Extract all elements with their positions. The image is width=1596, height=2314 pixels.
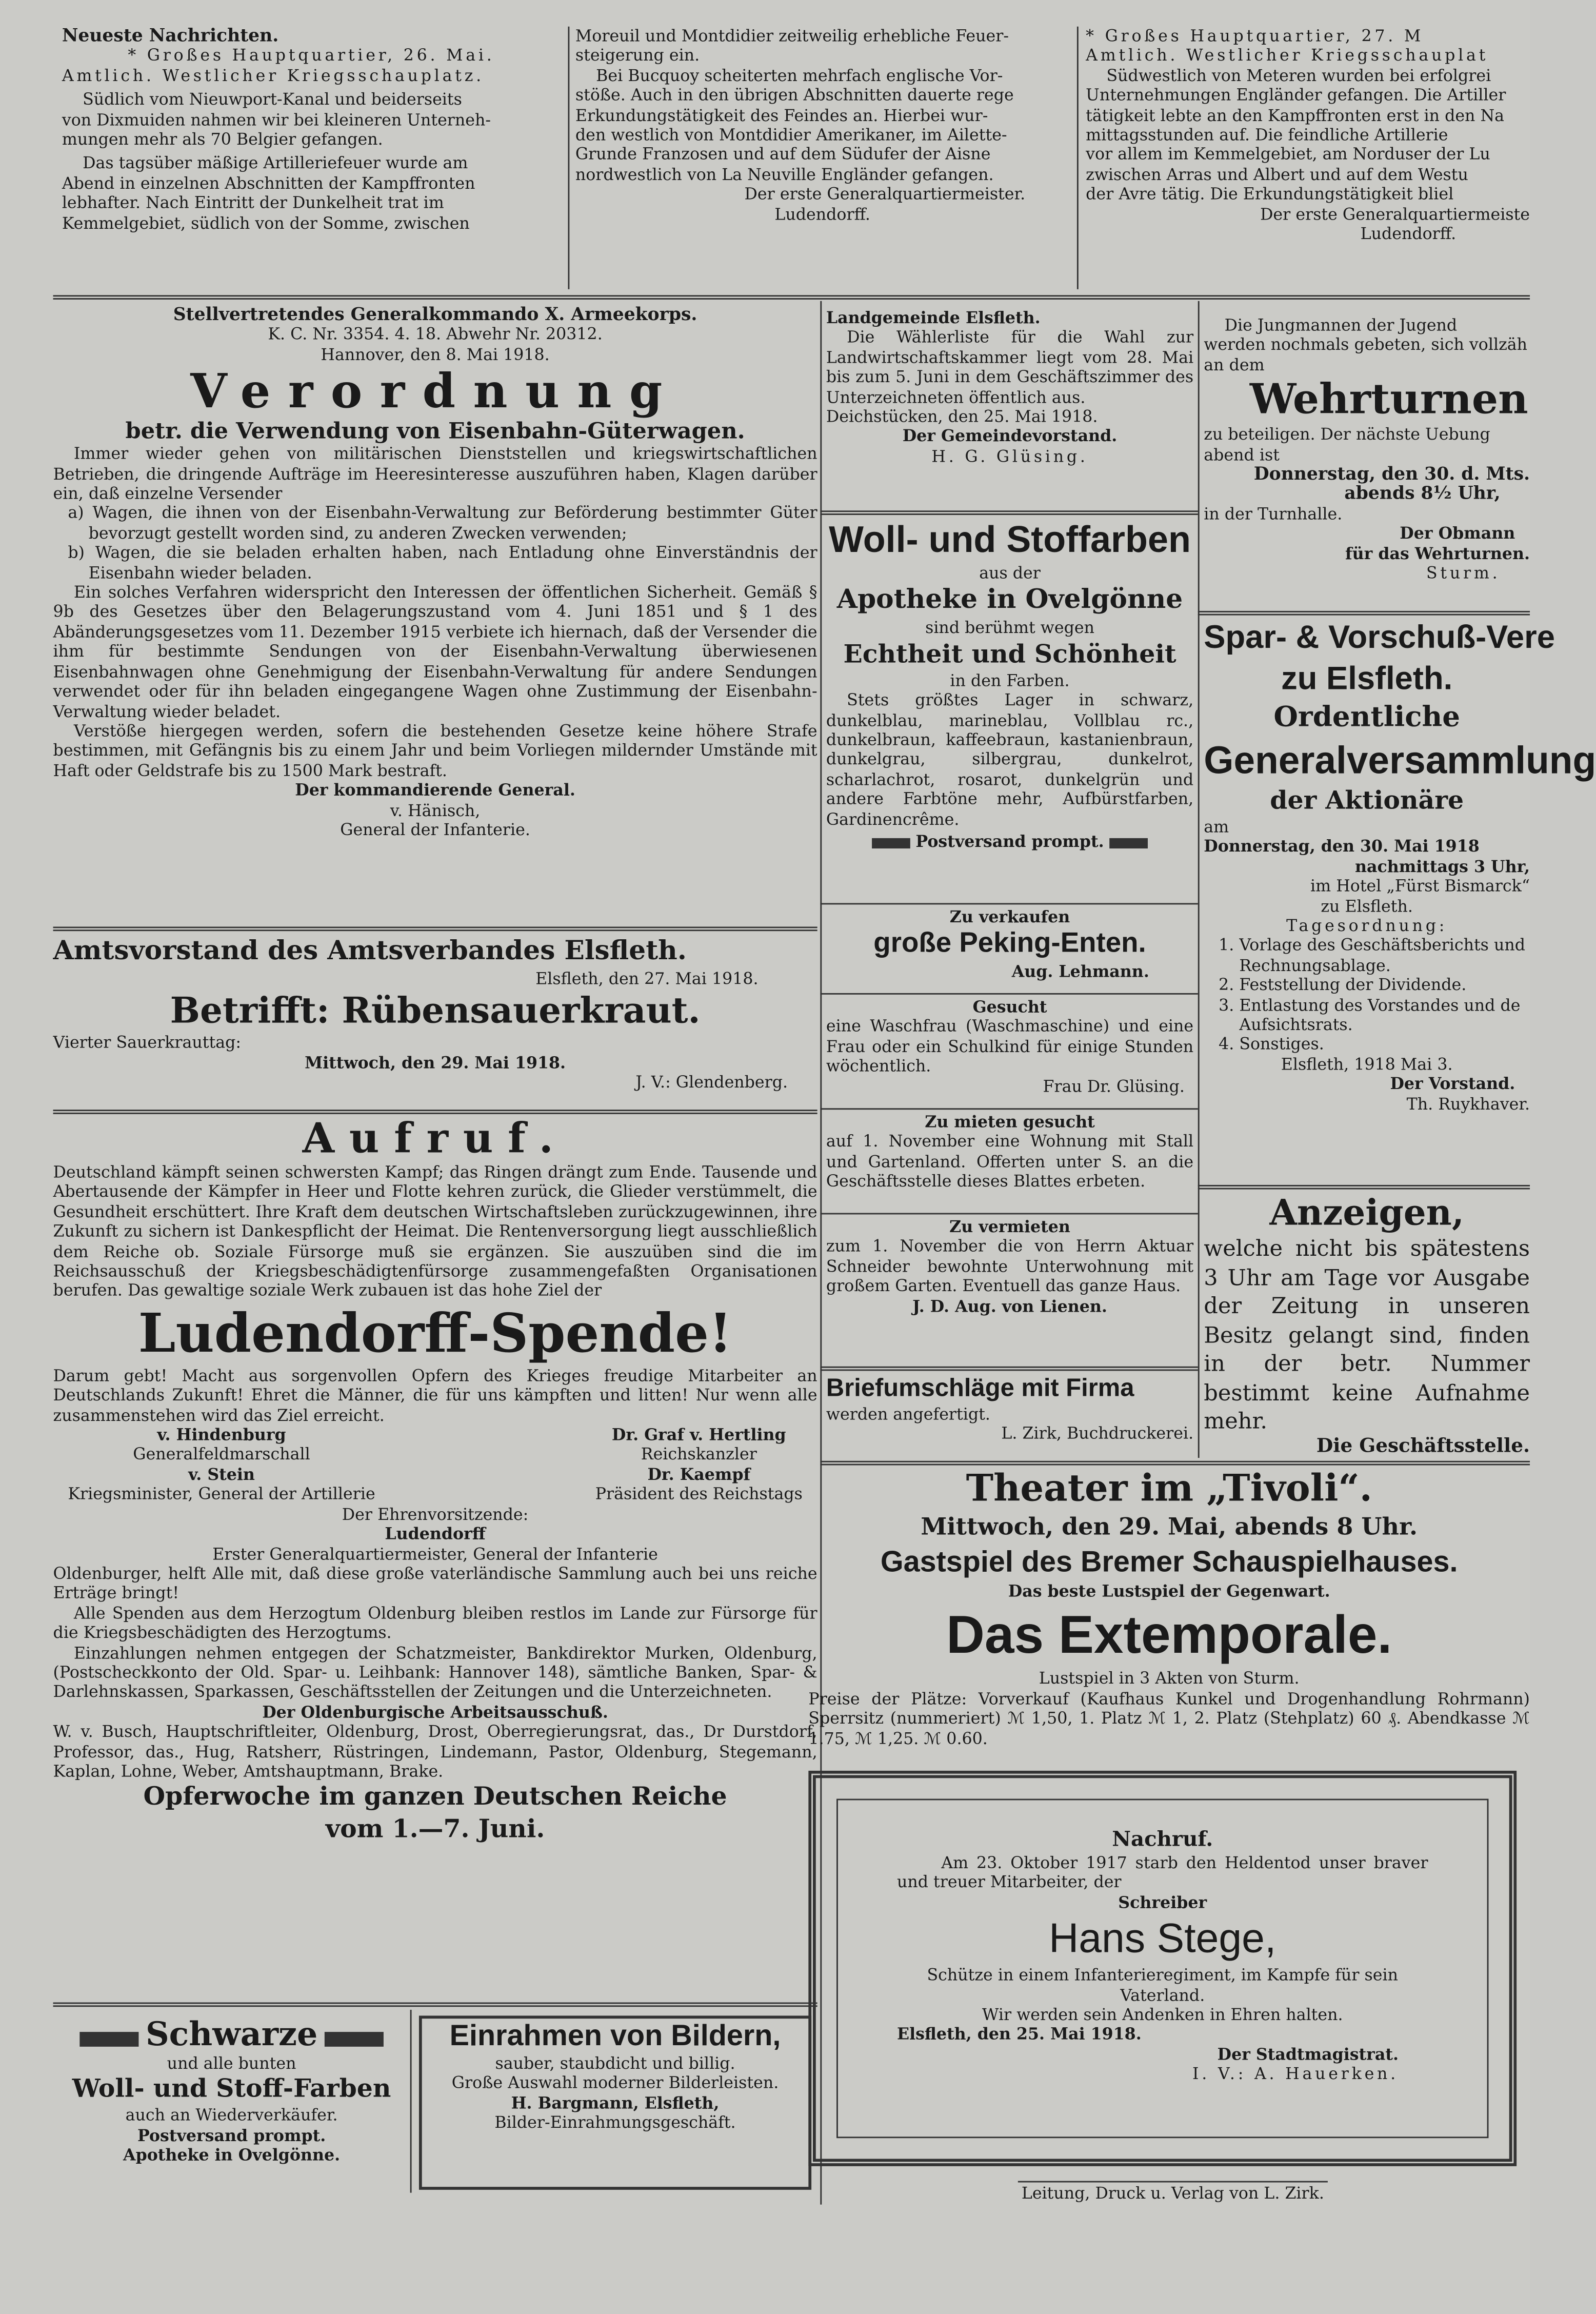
landgemeinde-org: Der Gemeindevorstand.: [902, 427, 1118, 446]
jugend-signature: Sturm.: [1426, 564, 1501, 583]
jugend-body: zu beteiligen. Der nächste Uebung: [1204, 425, 1490, 445]
verordnung-signature: General der Infanterie.: [340, 820, 530, 840]
signer-name: Ludendorff: [385, 1524, 486, 1544]
verordnung-notice: [53, 305, 817, 925]
jugend-time: abends 8½ Uhr,: [1344, 483, 1501, 504]
brief-title: Briefumschläge mit Firma: [826, 1374, 1134, 1402]
section-rule: [1198, 611, 1530, 616]
spar-item: 3. Entlastung des Vorstandes und de Aufsichtsrats.: [1219, 995, 1521, 1035]
news-line: den westlich von Montdidier Amerikaner, im Ailette-: [575, 125, 1007, 145]
nachruf-body: Am 23. Oktober 1917 starb den Heldentod unser braver und treuer Mitarbeiter, der: [896, 1853, 1428, 1892]
news-line: Abend in einzelnen Abschnitten der Kampffronten: [62, 173, 475, 193]
vermieten-head: Zu vermieten: [949, 1217, 1070, 1237]
landgemeinde-signature: H. G. Glüsing.: [931, 447, 1088, 466]
signer-name: v. Stein: [188, 1465, 255, 1485]
section-rule: [53, 2003, 817, 2007]
mieten-head: Zu mieten gesucht: [925, 1112, 1095, 1132]
news-heading: Neueste Nachrichten.: [62, 25, 279, 46]
brief-ad: [826, 1372, 1193, 1458]
woll-line: aus der: [979, 563, 1041, 583]
news-line: zwischen Arras und Albert und auf dem Westu: [1086, 165, 1468, 185]
spar-line: Ordentliche: [1273, 701, 1461, 734]
pointing-hand-icon: [1110, 838, 1148, 848]
jugend-place: in der Turnhalle.: [1204, 504, 1343, 524]
signer-name: Dr. Graf v. Hertling: [611, 1425, 786, 1445]
schwarze-line: Woll- und Stoff-Farben: [72, 2075, 391, 2105]
woll-post-row: [826, 833, 1193, 853]
news-line: steigerung ein.: [575, 46, 700, 66]
verordnung-signature: Der kommandierende General.: [295, 781, 575, 800]
schwarze-line: und alle bunten: [167, 2054, 296, 2073]
jugend-signature: Der Obmann: [1400, 524, 1515, 544]
woll-post: Postversand prompt.: [915, 832, 1104, 852]
spar-signature: Th. Ruykhaver.: [1406, 1094, 1530, 1114]
spar-hotel: im Hotel „Fürst Bismarck“: [1310, 877, 1530, 896]
news-line: Bei Bucquoy scheiterten mehrfach englische Vor-: [596, 66, 1003, 86]
amt-line: Mittwoch, den 29. Mai 1918.: [305, 1053, 566, 1073]
amt-title: Amtsvorstand des Amtsverbandes Elsfleth.: [53, 935, 687, 967]
verordnung-org: Stellvertretendes Generalkommando X. Armeekorps.: [173, 304, 697, 325]
section-rule: [820, 903, 1198, 904]
nachruf-signature: I. V.: A. Hauerken.: [1192, 2065, 1399, 2084]
vermieten-signature: J. D. Aug. von Lienen.: [912, 1296, 1107, 1316]
verordnung-subject: betr. die Verwendung von Eisenbahn-Güterwagen.: [125, 418, 745, 445]
spar-headline: Generalversammlung: [1204, 738, 1596, 782]
aufruf-body: Deutschland kämpft seinen schwersten Kampf; das Ringen drängt zum Ende. Tausende und Abertausende der Kämpfer in Heer und Flotte kehren zurück, die Glieder verstümmelt, die Gesundheit erschüttert. Ihre Kraft dem deutschen Wirtschaftsleben zurückzugewinnen, ihre Zukunft zu sichern ist Dankespflicht der Heimat. Die Rentenversorgung liegt ausschließlich dem Reiche ob. Soziale Fürsorge muß sie ergänzen. Sie auszuüben sind die im Reichsausschuß der Kriegsbeschädigtenfürsorge zusammengefaßten Organisationen berufen. Das gewaltige soziale Werk zubauen ist das hohe Ziel der: [53, 1162, 817, 1301]
landgemeinde-date: Deichstücken, den 25. Mai 1918.: [826, 407, 1098, 427]
verordnung-ref: K. C. Nr. 3354. 4. 18. Abwehr Nr. 20312.: [268, 325, 603, 345]
theater-ad: [808, 1467, 1530, 1762]
pointing-hand-icon: [79, 2031, 138, 2046]
jugend-body: werden nochmals gebeten, sich vollzäh: [1204, 335, 1528, 355]
section-rule: [1198, 1185, 1530, 1190]
spar-time: nachmittags 3 Uhr,: [1355, 857, 1530, 877]
spar-order: Tagesordnung:: [1286, 916, 1448, 936]
news-line: Das tagsüber mäßige Artilleriefeuer wurde am: [83, 154, 468, 173]
peking-title: große Peking-Enten.: [873, 928, 1146, 960]
spar-date: Donnerstag, den 30. Mai 1918: [1204, 837, 1480, 857]
anzeigen-title: Anzeigen,: [1269, 1191, 1464, 1234]
landgemeinde-notice: [826, 308, 1193, 512]
theater-prices: Preise der Plätze: Vorverkauf (Kaufhaus Kunkel und Drogenhandlung Rohrmann) Sperrsitz (nummeriert) ℳ 1,50, 1. Platz ℳ 1, 2. Platz (Stehplatz) 60 ₰. Abendkasse ℳ 1.75, ℳ 1,25. ℳ 0.60.: [808, 1689, 1530, 1748]
bilder-line: Bilder-Einrahmungsgeschäft.: [494, 2113, 736, 2133]
theater-play: Das Extemporale.: [946, 1605, 1392, 1665]
anzeigen-notice: [1204, 1191, 1530, 1456]
news-line: Südwestlich von Meteren wurden bei erfolgrei: [1106, 66, 1491, 86]
aufruf-ehren: Der Ehrenvorsitzende:: [342, 1505, 529, 1524]
news-line: lebhafter. Nach Eintritt der Dunkelheit trat im: [62, 193, 444, 213]
news-line: Südlich vom Nieuwport-Kanal und beiderseits: [83, 90, 462, 110]
verordnung-item-a: a) Wagen, die ihnen von der Eisenbahn-Verwaltung zur Beförderung bestimmter Güter bevorzugt gestellt worden sind, zu anderen Zwecken verwenden;: [68, 504, 817, 543]
bilder-title: Einrahmen von Bildern,: [449, 2020, 781, 2053]
signer-title: Generalfeldmarschall: [133, 1445, 310, 1465]
aufruf-names: W. v. Busch, Hauptschriftleiter, Oldenburg, Drost, Oberregierungsrat, das., Dr Durstdorf, Professor, das., Hug, Ratsherr, Rüstringen, Lindemann, Pastor, Oldenburg, Stegemann, Kaplan, Lohne, Weber, Amtshauptmann, Brake.: [53, 1722, 817, 1781]
verordnung-paragraph: Verstöße hiergegen werden, sofern die bestehenden Gesetze keine höhere Strafe bestimmen, mit Gefängnis bis zu einem Jahr und beim Vorliegen mildernder Umstände mit Haft oder Geldstrafe bis zu 1500 Mark bestraft.: [53, 721, 817, 780]
verordnung-paragraph: Immer wieder gehen von militärischen Dienststellen und kriegswirtschaftlichen Betrieben, die dringende Aufträge im Heeresinteresse auszuführen haben, Klagen darüber ein, daß einzelne Versender: [53, 444, 817, 504]
theater-date: Mittwoch, den 29. Mai, abends 8 Uhr.: [921, 1512, 1418, 1541]
amt-notice: [53, 934, 817, 1108]
news-column-1: [62, 27, 561, 292]
vermieten-body: zum 1. November die von Herrn Aktuar Schneider bewohnte Unterwohnung mit großem Garten. Eventuell das ganze Haus.: [826, 1237, 1194, 1296]
news-line: der Avre tätig. Die Erkundungstätigkeit bliel: [1086, 185, 1454, 204]
jugend-body: an dem: [1204, 355, 1265, 375]
anzeigen-signature: Die Geschäftsstelle.: [1316, 1435, 1530, 1457]
section-rule: [820, 510, 1198, 515]
schwarze-title: Schwarze: [145, 2015, 318, 2054]
news-line: von Dixmuiden nahmen wir bei kleineren Unterneh-: [62, 110, 491, 130]
news-signature: Der erste Generalquartiermeiste: [1260, 204, 1530, 224]
verordnung-paragraph: Ein solches Verfahren widerspricht den Interessen der öffentlichen Sicherheit. Gemäß § 9b des Gesetzes über den Belagerungszustand vom 4. Juni 1851 und § 1 des Abänderungsgesetzes vom 11. Dezember 1915 verbiete ich hiernach, daß der Versender die ihm für bestimmte Sendungen von der Eisenbahn-Verwaltung überwiesenen Eisenbahnwagen ohne Genehmigung der Eisenbahn-Verwaltung für andere Sendungen verwendet oder für ihn beladen eingegangene Wagen ohne Zustimmung der Eisenbahn-Verwaltung wieder beladet.: [53, 583, 817, 721]
gesucht-head: Gesucht: [972, 997, 1047, 1017]
news-signature: Ludendorff.: [774, 204, 871, 224]
news-line: Unternehmungen Engländer gefangen. Die Artiller: [1086, 86, 1506, 105]
theater-gast: Gastspiel des Bremer Schauspielhauses.: [880, 1546, 1458, 1579]
signer-name: Dr. Kaempf: [647, 1465, 751, 1485]
jugend-body: Die Jungmannen der Jugend: [1224, 315, 1458, 335]
spar-date2: Elsfleth, 1918 Mai 3.: [1281, 1055, 1453, 1074]
spar-item: 2. Feststellung der Dividende.: [1219, 976, 1467, 995]
news-line: Amtlich. Westlicher Kriegsschauplat: [1086, 46, 1489, 66]
woll-line: sind berühmt wegen: [925, 619, 1094, 638]
nachruf-body: Wir werden sein Andenken in Ehren halten.: [982, 2005, 1343, 2025]
news-line: vor allem im Kemmelgebiet, am Norduser der Lu: [1086, 145, 1490, 165]
verordnung-item-b: b) Wagen, die sie beladen erhalten haben, nach Entladung ohne Einverständnis der Eisenbahn wieder beladen.: [68, 543, 817, 583]
verordnung-signature: v. Hänisch,: [390, 800, 481, 820]
signer-title: Präsident des Reichstags: [595, 1485, 803, 1505]
spar-item: 1. Vorlage des Geschäftsberichts und Rechnungsablage.: [1219, 936, 1525, 975]
verordnung-title: Verordnung: [190, 363, 680, 420]
footer-rule: [1018, 2181, 1328, 2183]
nachruf-box: [808, 1771, 1517, 2166]
signer-name: v. Hindenburg: [157, 1425, 286, 1445]
mieten-ad: [826, 1113, 1193, 1213]
vermieten-ad: [826, 1217, 1193, 1365]
news-column-2: [575, 27, 1070, 292]
signer-title: Erster Generalquartiermeister, General der Infanterie: [212, 1544, 658, 1564]
schwarze-ad: [53, 2010, 412, 2193]
section-rule: [53, 295, 1530, 300]
section-rule: [820, 993, 1198, 995]
aufruf-title: Aufruf.: [302, 1114, 568, 1163]
schwarze-line: Postversand prompt.: [137, 2126, 326, 2146]
section-rule: [820, 1108, 1198, 1110]
nachruf-title: Nachruf.: [1112, 1828, 1213, 1852]
bilder-ad: [419, 2015, 811, 2189]
aufruf-body: Einzahlungen nehmen entgegen der Schatzmeister, Bankdirektor Murken, Oldenburg, (Postscheckkonto der Old. Spar- u. Leihbank: Hannover 148), sämtliche Banken, Spar- & Darlehnskassen, Sparkassen, Geschäftsstellen der Zeitungen und die Unterzeichneten.: [53, 1643, 817, 1702]
aufruf-big-title: Ludendorff-Spende!: [138, 1302, 732, 1365]
schwarze-title-row: [53, 2015, 410, 2054]
news-line: * Großes Hauptquartier, 26. Mai.: [128, 46, 495, 66]
news-line: Amtlich. Westlicher Kriegsschauplatz.: [62, 66, 484, 86]
peking-signature: Aug. Lehmann.: [1011, 962, 1149, 982]
spar-title: Spar- & Vorschuß-Vere: [1204, 618, 1555, 656]
nachruf-name: Hans Stege,: [1049, 1915, 1276, 1962]
column-rule: [1077, 27, 1079, 289]
spar-notice: [1204, 617, 1596, 1184]
woll-pharmacy: Apotheke in Ovelgönne: [836, 585, 1183, 616]
anzeigen-body: welche nicht bis spätestens 3 Uhr am Tage vor Ausgabe der Zeitung in unseren Besitz gelangt sind, finden in der betr. Nummer bestimmt keine Aufnahme mehr.: [1204, 1235, 1530, 1435]
theater-title: Theater im „Tivoli“.: [966, 1467, 1372, 1510]
nachruf-inner: [836, 1799, 1488, 2139]
amt-date: Elsfleth, den 27. Mai 1918.: [535, 969, 759, 989]
news-line: Moreuil und Montdidier zeitweilig erhebliche Feuer-: [575, 26, 1009, 46]
spar-line: am: [1204, 817, 1229, 837]
theater-sub: Lustspiel in 3 Akten von Sturm.: [1039, 1669, 1300, 1689]
pointing-hand-icon: [325, 2031, 384, 2046]
jugend-date: Donnerstag, den 30. d. Mts.: [1253, 463, 1530, 484]
section-rule: [820, 1367, 1198, 1371]
theater-best: Das beste Lustspiel der Gegenwart.: [1008, 1581, 1330, 1601]
verordnung-place: Hannover, den 8. Mai 1918.: [321, 345, 550, 364]
nachruf-date: Elsfleth, den 25. Mai 1918.: [896, 2025, 1142, 2045]
jugend-body: abend ist: [1204, 445, 1280, 465]
bilder-line: H. Bargmann, Elsfleth,: [511, 2093, 720, 2113]
opfer-line: vom 1.—7. Juni.: [325, 1815, 545, 1845]
landgemeinde-title: Landgemeinde Elsfleth.: [826, 308, 1041, 328]
news-line: stöße. Auch in den übrigen Abschnitten dauerte rege: [575, 86, 1014, 105]
spar-line: der Aktionäre: [1270, 786, 1464, 816]
schwarze-line: Apotheke in Ovelgönne.: [123, 2146, 341, 2165]
column-rule: [1198, 301, 1200, 1458]
section-rule: [820, 1213, 1198, 1215]
woll-ad: [826, 517, 1193, 903]
aufruf-body: Alle Spenden aus dem Herzogtum Oldenburg bleiben restlos im Lande zur Fürsorge für die Kriegsbeschädigten des Herzogtums.: [53, 1604, 817, 1643]
spar-signature: Der Vorstand.: [1390, 1074, 1515, 1094]
imprint: Leitung, Druck u. Verlag von L. Zirk.: [1021, 2184, 1324, 2203]
jugend-signature: für das Wehrturnen.: [1345, 544, 1530, 563]
aufruf-committee: Der Oldenburgische Arbeitsausschuß.: [262, 1702, 608, 1722]
news-line: tätigkeit lebte an den Kampffronten erst in den Na: [1086, 106, 1505, 125]
peking-head: Zu verkaufen: [949, 907, 1070, 927]
nachruf-rank: Schreiber: [1118, 1893, 1207, 1912]
bilder-line: Große Auswahl moderner Bilderleisten.: [451, 2073, 779, 2093]
signer-title: Reichskanzler: [641, 1445, 757, 1465]
aufruf-signers: [53, 1426, 817, 1505]
news-line: nordwestlich von La Neuville Engländer gefangen.: [575, 165, 994, 185]
landgemeinde-body: Die Wählerliste für die Wahl zur Landwirtschaftskammer liegt vom 28. Mai bis zum 5. Juni in dem Geschäftszimmer des Unterzeichneten öffentlich aus.: [826, 328, 1194, 407]
spar-city: zu Elsfleth.: [1281, 659, 1453, 697]
news-signature: Ludendorff.: [1360, 224, 1457, 244]
gesucht-signature: Frau Dr. Glüsing.: [1043, 1076, 1185, 1096]
pointing-hand-icon: [872, 838, 910, 848]
news-line: mittagsstunden auf. Die feindliche Artillerie: [1086, 125, 1448, 145]
woll-headline: Echtheit und Schönheit: [843, 640, 1176, 670]
amt-headline: Betrifft: Rübensauerkraut.: [170, 989, 701, 1032]
aufruf-body: Darum gebt! Macht aus sorgenvollen Opfern des Krieges freudige Mitarbeiter an Deutschlands Zukunft! Ehret die Männer, die für uns kämpften und litten! Nur wenn alle zusammenstehen wird das Ziel erreicht.: [53, 1366, 817, 1425]
woll-body: Stets größtes Lager in schwarz, dunkelblau, marineblau, Vollblau rc., dunkelbraun, kaffeebraun, kastanienbraun, dunkelgrau, silbergrau, dunkelrot, scharlachrot, rosarot, dunkelgrün und andere Farbtöne mehr, Aufbürstfarben, Gardinencrême.: [826, 690, 1194, 829]
signer-title: Kriegsminister, General der Artillerie: [68, 1485, 375, 1505]
amt-line: Vierter Sauerkrauttag:: [53, 1033, 242, 1053]
news-signature: Der erste Generalquartiermeister.: [744, 185, 1026, 204]
nachruf-signature: Der Stadtmagistrat.: [1217, 2045, 1399, 2064]
spar-city-line: zu Elsfleth.: [1321, 896, 1413, 916]
brief-sub: werden angefertigt.: [826, 1405, 990, 1424]
section-rule: [53, 927, 817, 932]
news-line: Grunde Franzosen und auf dem Südufer der Aisne: [575, 145, 991, 165]
woll-title: Woll- und Stoffarben: [829, 519, 1191, 561]
aufruf-notice: [53, 1116, 817, 2001]
opfer-line: Opferwoche im ganzen Deutschen Reiche: [143, 1783, 727, 1813]
spar-item: 4. Sonstiges.: [1219, 1035, 1324, 1055]
news-line: * Großes Hauptquartier, 27. M: [1086, 26, 1424, 46]
mieten-body: auf 1. November eine Wohnung mit Stall und Gartenland. Offerten unter S. an die Geschäftsstelle dieses Blattes erbeten.: [826, 1132, 1194, 1192]
nachruf-body: Schütze in einem Infanterieregiment, im Kampfe für sein Vaterland.: [927, 1966, 1399, 2005]
aufruf-body: Oldenburger, helft Alle mit, daß diese große vaterländische Sammlung auch bei uns reiche Erträge bringt!: [53, 1564, 817, 1603]
section-rule: [820, 1461, 1530, 1466]
gesucht-body: eine Waschfrau (Waschmaschine) und eine Frau oder ein Schulkind für einige Stunden wöchentlich.: [826, 1017, 1194, 1076]
schwarze-line: auch an Wiederverkäufer.: [125, 2106, 338, 2126]
news-line: Kemmelgebiet, südlich von der Somme, zwischen: [62, 213, 470, 233]
jugend-notice: [1204, 316, 1530, 611]
gesucht-ad: [826, 998, 1193, 1107]
news-column-3: [1086, 27, 1530, 300]
amt-signature: J. V.: Glendenberg.: [635, 1073, 788, 1093]
peking-ad: [826, 907, 1193, 993]
jugend-title: Wehrturnen: [1249, 375, 1528, 424]
news-line: mungen mehr als 70 Belgier gefangen.: [62, 130, 383, 149]
news-line: Erkundungstätigkeit des Feindes an. Hierbei wur-: [575, 106, 988, 125]
woll-line: in den Farben.: [950, 671, 1070, 690]
column-rule: [568, 27, 569, 289]
bilder-line: sauber, staubdicht und billig.: [495, 2054, 735, 2073]
brief-signature: L. Zirk, Buchdruckerei.: [1001, 1425, 1194, 1444]
section-rule: [53, 1110, 817, 1114]
